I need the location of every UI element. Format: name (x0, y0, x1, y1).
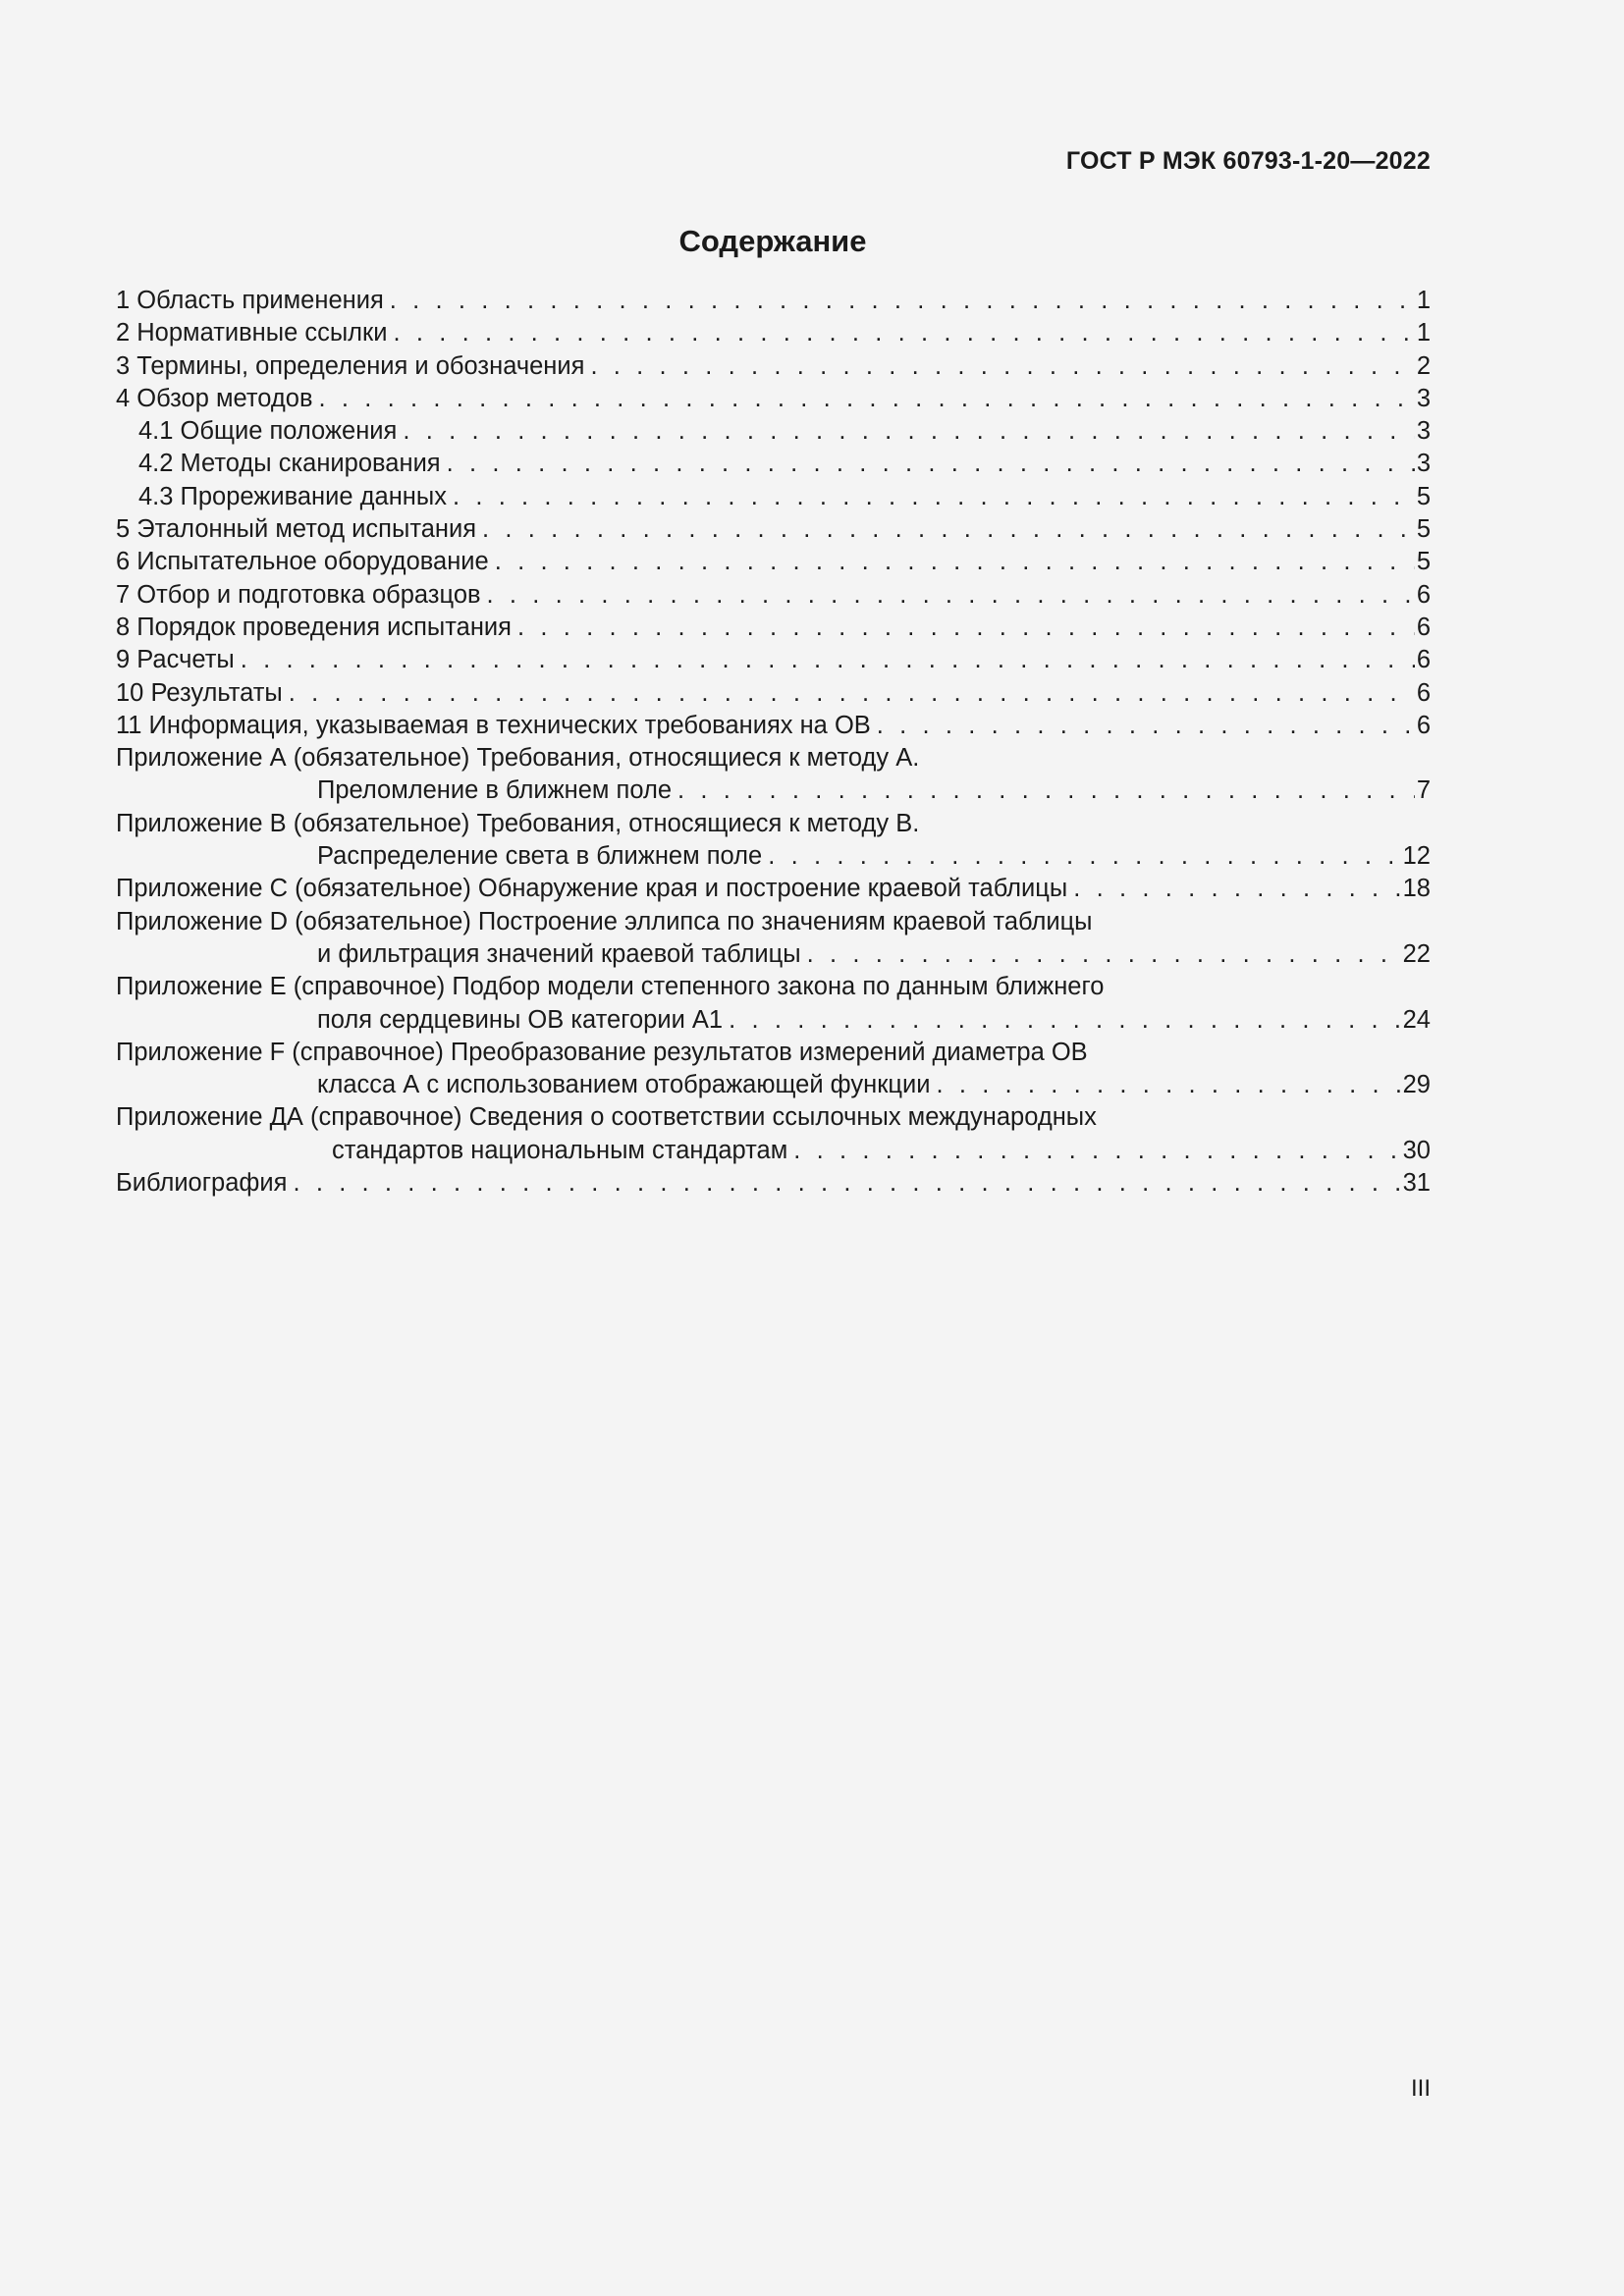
toc-subentry[interactable] (116, 481, 1431, 513)
toc-leader-dots (768, 840, 1400, 873)
toc-leader-dots (936, 1069, 1400, 1101)
toc-entry-label: 9 Расчеты (116, 646, 235, 674)
toc-leader-dots (390, 285, 1415, 317)
toc-entry[interactable] (116, 1167, 1431, 1200)
toc-entry-page: 22 (1402, 939, 1431, 968)
toc-leader-dots (487, 579, 1415, 612)
toc-appendix-entry[interactable] (116, 808, 1431, 840)
toc-subentry[interactable] (116, 448, 1431, 480)
toc-entry-label: Приложение Е (справочное) Подбор модели степенного закона по данным ближнего (116, 973, 1105, 1001)
toc-entry-page: 3 (1416, 417, 1431, 446)
toc-entry-label: 4 Обзор методов (116, 384, 313, 412)
toc-leader-dots (793, 1135, 1400, 1167)
toc-entry-page: 5 (1416, 482, 1431, 510)
toc-appendix-continuation[interactable] (116, 1135, 1431, 1167)
toc-appendix-entry[interactable] (116, 1037, 1431, 1069)
toc-leader-dots (495, 546, 1415, 578)
toc-entry-label: Библиография (116, 1169, 288, 1198)
toc-entry-label: 2 Нормативные ссылки (116, 319, 388, 347)
toc-entry-page: 6 (1416, 580, 1431, 609)
toc-entry[interactable] (116, 383, 1431, 415)
toc-leader-dots (393, 317, 1414, 349)
toc-entry-page: 6 (1416, 613, 1431, 641)
toc-entry-label: 10 Результаты (116, 678, 283, 707)
toc-leader-dots (590, 350, 1414, 383)
toc-entry-page: 6 (1416, 646, 1431, 674)
toc-entry-page: 7 (1416, 776, 1431, 805)
toc-leader-dots (729, 1004, 1401, 1037)
toc-entry-label: Приложение В (обязательное) Требования, относящиеся к методу В. (116, 809, 920, 837)
toc-entry-page: 3 (1416, 450, 1431, 478)
toc-leader-dots (877, 710, 1415, 742)
toc-leader-dots (453, 481, 1415, 513)
toc-leader-dots (293, 1167, 1400, 1200)
toc-entry-label: Приложение С (обязательное) Обнаружение края и построение краевой таблицы (116, 875, 1068, 903)
toc-entry-continuation: поля сердцевины ОВ категории А1 (317, 1005, 724, 1034)
toc-entry-label: Приложение ДА (справочное) Сведения о соответствии ссылочных международных (116, 1103, 1097, 1132)
toc-entry-continuation: и фильтрация значений краевой таблицы (317, 939, 801, 968)
toc-entry[interactable] (116, 612, 1431, 644)
toc-entry-page: 1 (1416, 287, 1431, 314)
document-code: ГОСТ Р МЭК 60793-1-20—2022 (1065, 147, 1431, 175)
toc-appendix-entry[interactable] (116, 906, 1431, 938)
toc-entry-label: 4.3 Прореживание данных (138, 482, 447, 510)
toc-entry-label: 11 Информация, указываемая в технических требованиях на ОВ (116, 711, 871, 739)
toc-leader-dots (677, 774, 1415, 807)
toc-appendix-entry[interactable] (116, 1101, 1431, 1134)
toc-entry[interactable] (116, 317, 1431, 349)
toc-subentry[interactable] (116, 415, 1431, 448)
toc-entry[interactable] (116, 350, 1431, 383)
toc-entry-label: 3 Термины, определения и обозначения (116, 351, 585, 380)
toc-entry[interactable] (116, 546, 1431, 578)
toc-leader-dots (517, 612, 1415, 644)
toc-leader-dots (1073, 873, 1400, 905)
toc-appendix-continuation[interactable] (116, 938, 1431, 971)
toc-entry-continuation: Преломление в ближнем поле (317, 776, 673, 805)
toc-leader-dots (403, 415, 1414, 448)
toc-appendix-continuation[interactable] (116, 840, 1431, 873)
toc-entry[interactable] (116, 644, 1431, 676)
toc-entry[interactable] (116, 677, 1431, 710)
page-number: III (1410, 2075, 1431, 2102)
toc-entry-page: 31 (1402, 1169, 1431, 1198)
toc-entry-continuation: класса А с использованием отображающей функции (317, 1071, 931, 1099)
toc-title: Содержание (678, 224, 867, 258)
toc-entry-page: 5 (1416, 515, 1431, 544)
toc-entry-label: Приложение F (справочное) Преобразование результатов измерений диаметра ОВ (116, 1038, 1088, 1066)
toc-entry-label: Приложение А (обязательное) Требования, относящиеся к методу А. (116, 744, 920, 773)
toc-entry-page: 1 (1416, 319, 1431, 347)
toc-entry-page: 6 (1416, 711, 1431, 739)
toc-leader-dots (482, 513, 1415, 546)
toc-appendix-entry[interactable] (116, 873, 1431, 905)
toc-entry-continuation: Распределение света в ближнем поле (317, 842, 763, 871)
toc-entry-continuation: стандартов национальным стандартам (332, 1136, 788, 1164)
toc-entry-page: 18 (1402, 875, 1431, 903)
toc-entry-label: 5 Эталонный метод испытания (116, 515, 477, 544)
toc-leader-dots (807, 938, 1401, 971)
toc-entry-label: 6 Испытательное оборудование (116, 548, 489, 576)
toc-entry-page: 12 (1402, 842, 1431, 871)
toc-entry-label: 4.2 Методы сканирования (138, 450, 441, 478)
toc-entry-page: 2 (1416, 351, 1431, 380)
toc-appendix-continuation[interactable] (116, 1069, 1431, 1101)
toc-appendix-continuation[interactable] (116, 774, 1431, 807)
toc-entry-label: 1 Область применения (116, 287, 384, 314)
toc-entry-page: 3 (1416, 384, 1431, 412)
toc-appendix-continuation[interactable] (116, 1004, 1431, 1037)
toc-entry-page: 6 (1416, 678, 1431, 707)
toc-entry-label: 4.1 Общие положения (138, 417, 398, 446)
toc-entry-page: 30 (1402, 1136, 1431, 1164)
toc-entry-label: 8 Порядок проведения испытания (116, 613, 512, 641)
toc-leader-dots (319, 383, 1415, 415)
toc-appendix-entry[interactable] (116, 742, 1431, 774)
toc-entry[interactable] (116, 513, 1431, 546)
toc-leader-dots (241, 644, 1415, 676)
table-of-contents (116, 285, 1431, 1200)
toc-entry-page: 24 (1402, 1005, 1431, 1034)
toc-entry-label: 7 Отбор и подготовка образцов (116, 580, 481, 609)
toc-entry[interactable] (116, 579, 1431, 612)
toc-entry-label: Приложение D (обязательное) Построение эллипса по значениям краевой таблицы (116, 907, 1093, 935)
toc-entry-page: 5 (1416, 548, 1431, 576)
toc-leader-dots (289, 677, 1415, 710)
toc-appendix-entry[interactable] (116, 971, 1431, 1003)
toc-entry-page: 29 (1402, 1071, 1431, 1099)
toc-leader-dots (447, 448, 1415, 480)
toc-entry[interactable] (116, 285, 1431, 317)
toc-entry[interactable] (116, 710, 1431, 742)
